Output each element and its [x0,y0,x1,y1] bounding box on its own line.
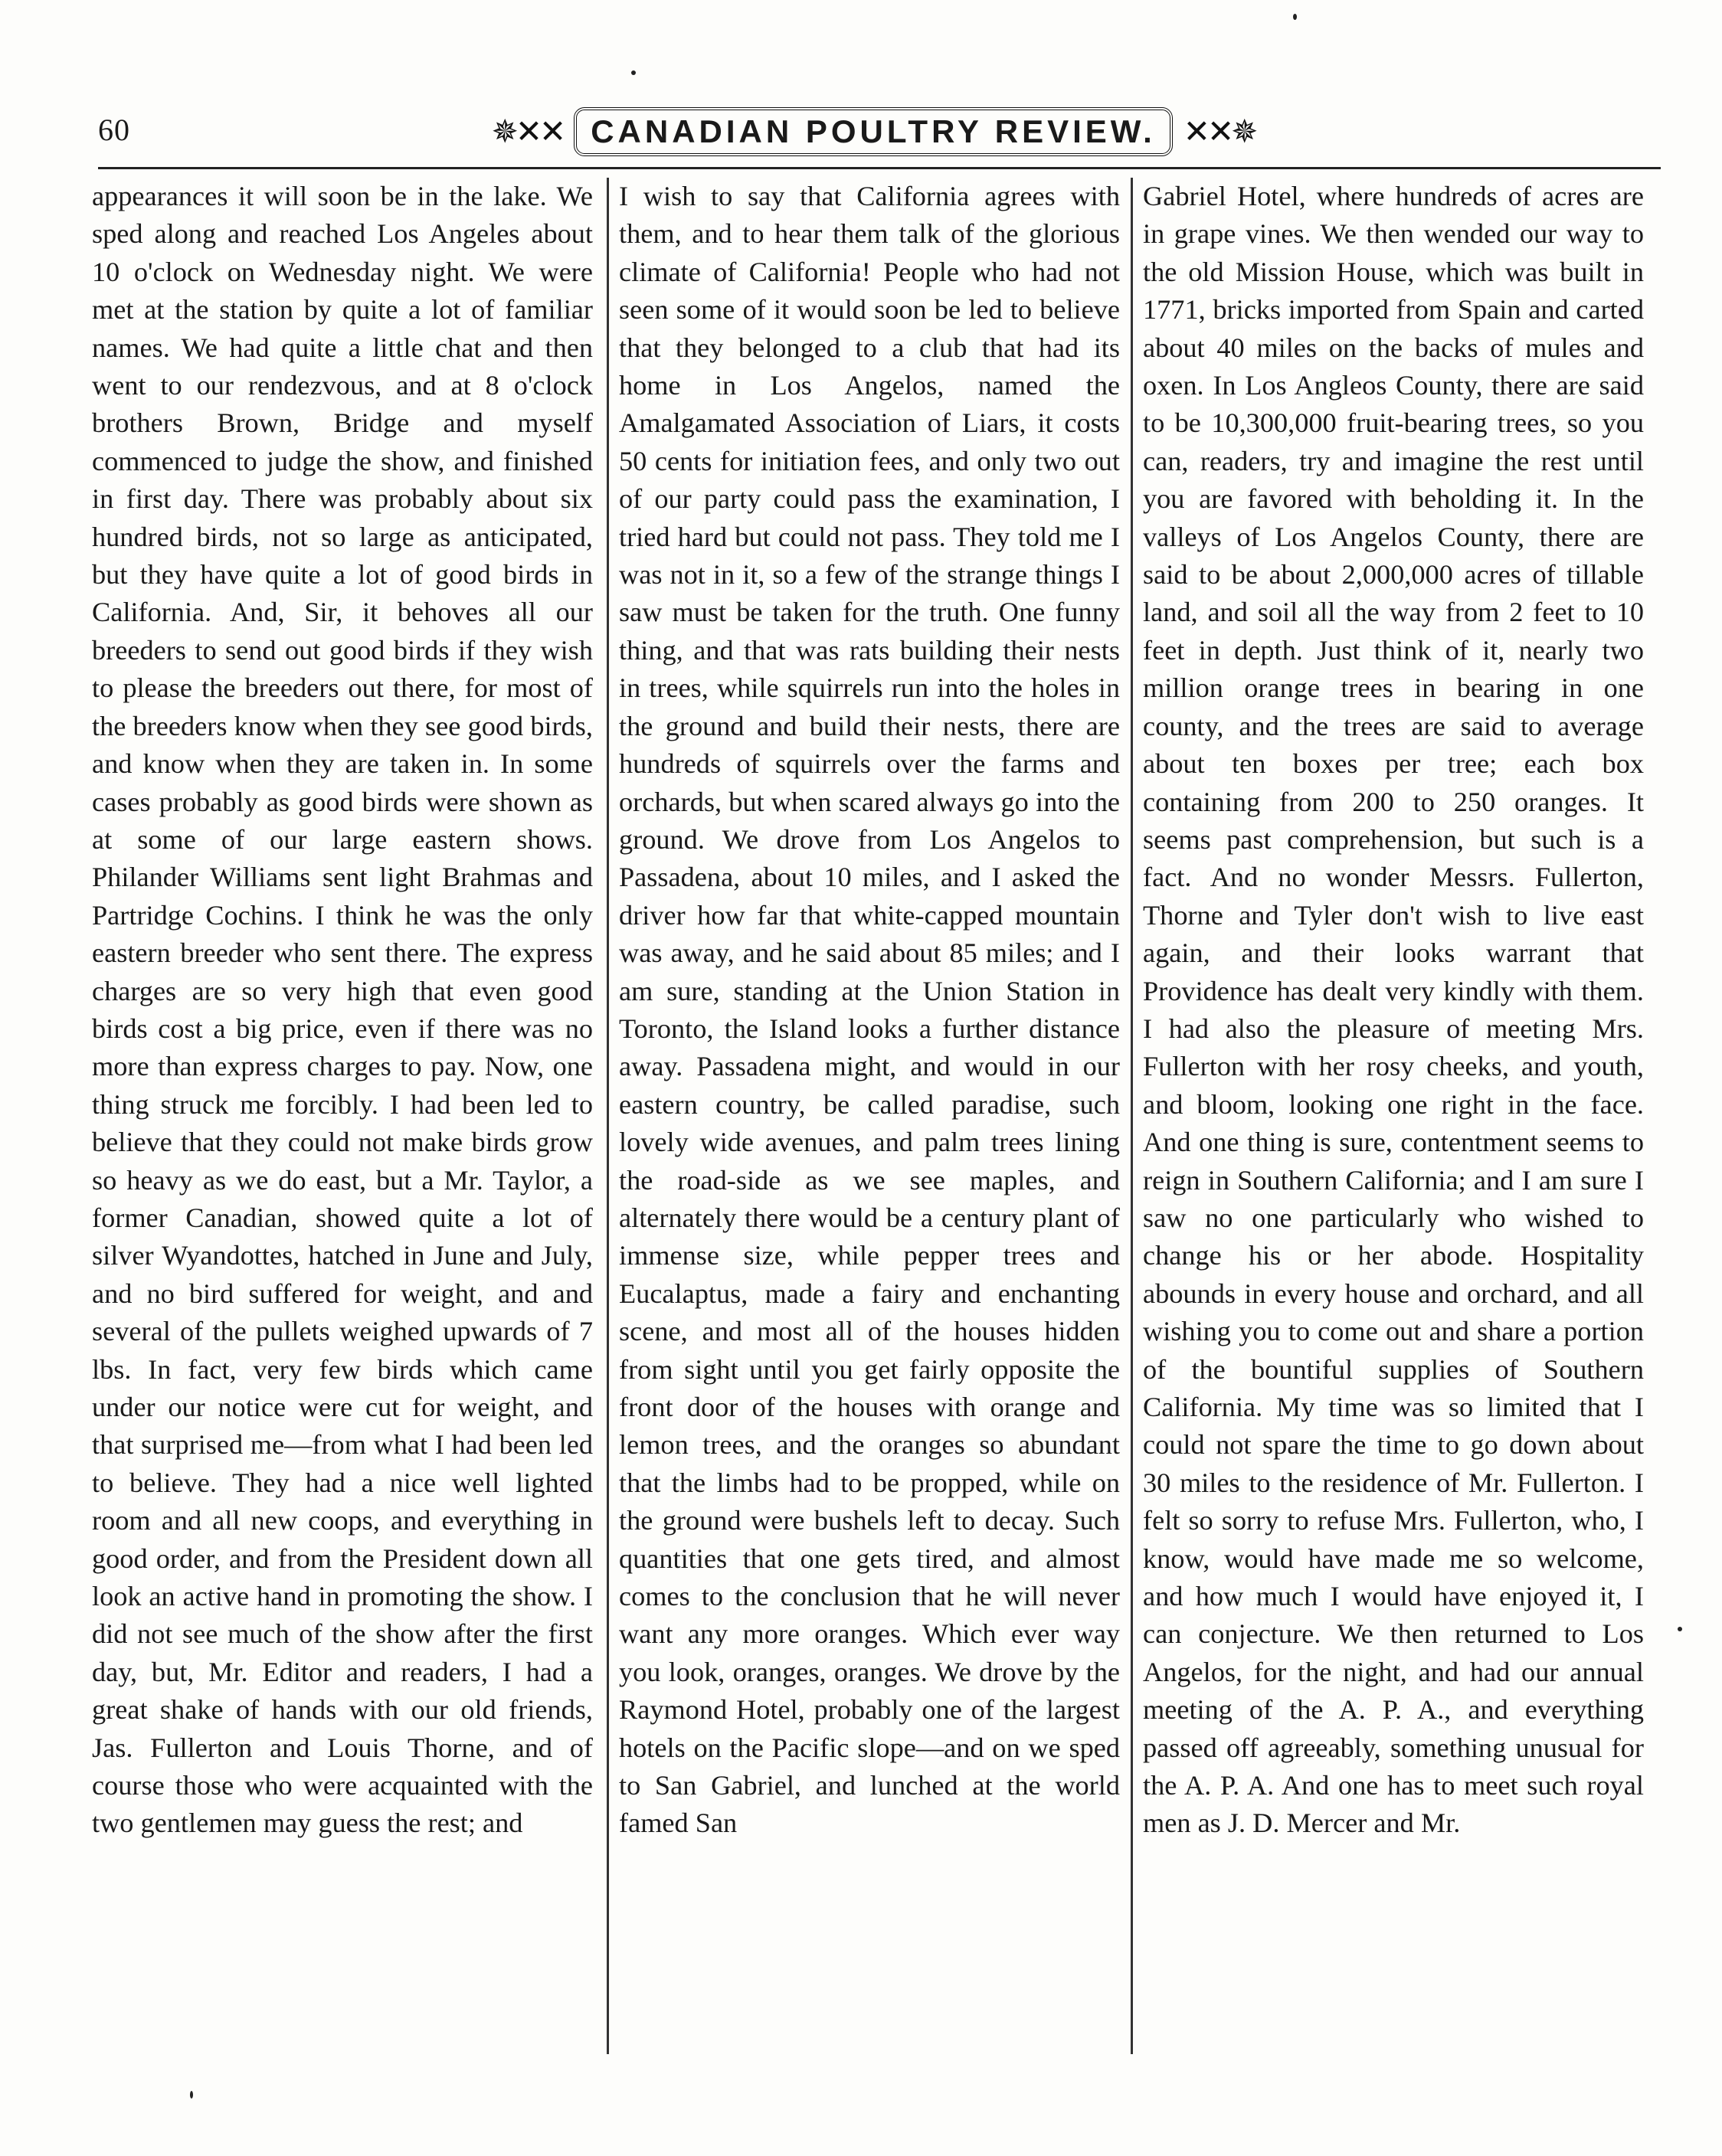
column-divider [607,178,609,2054]
page-number: 60 [98,113,130,147]
text-column-2: I wish to say that California agrees with them, and to hear them talk of the glorious climate of California! People who had not seen some of it would soon be led to believe that they belonged to a club that had its home in Los Angelos, named the Amalgamated Association of Liars, it costs 50 cents for initiation fees, and only two out of our party could pass the examination, I tried hard but could not pass. They told me I was not in it, so a few of the strange things I saw must be taken for the truth. One funny thing, and that was rats building their nests in trees, while squirrels run into the holes in the ground and build their nests, there are hundreds of squirrels over the farms and orchards, but when scared always go into the ground. We drove from Los Angelos to Passadena, about 10 miles, and I asked the driver how far that white-capped mountain was away, and he said about 85 miles; and I am sure, standing at the Union Station in Toronto, the Island looks a further distance away. Passadena might, and would in our eastern country, be called paradise, such lovely wide avenues, and palm trees lining the road-side as we see maples, and alternately there would be a century plant of immense size, while pepper trees and Eucalaptus, made a fairy and enchanting scene, and most all of the houses hidden from sight until you get fairly opposite the front door of the houses with orange and lemon trees, and the oranges so abundant that the limbs had to be propped, while on the ground were bushels left to decay. Such quantities that one gets tired, and almost comes to the conclusion that he will never want any more oranges. Which ever way you look, oranges, oranges. We drove by the Raymond Hotel, probably one of the largest hotels on the Pacific slope—and on we sped to San Gabriel, and lunched at the world famed San [619,181,1120,1839]
text-column-1: appearances it will soon be in the lake. We sped along and reached Los Angeles about 10 o'clock on Wednesday night. We were met at the station by quite a lot of familiar names. We had quite a little chat and then went to our rendezvous, and at 8 o'clock brothers Brown, Bridge and myself commenced to judge the show, and finished in first day. There was probably about six hundred birds, not so large as anticipated, but they have quite a lot of good birds in California. And, Sir, it behoves all our breeders to send out good birds if they wish to please the breeders out there, for most of the breeders know when they see good birds, and know when they are taken in. In some cases probably as good birds were shown as at some of our large eastern shows. Philander Williams sent light Brahmas and Partridge Cochins. I think he was the only eastern breeder who sent there. The express charges are so very high that even good birds cost a big price, even if there was no more than express charges to pay. Now, one thing struck me forcibly. I had been led to believe that they could not make birds grow so heavy as we do east, but a Mr. Taylor, a former Canadian, showed quite a lot of silver Wyandottes, hatched in June and July, and no bird suffered for weight, and and several of the pullets weighed upwards of 7 lbs. In fact, very few birds which came under our notice were cut for weight, and that surprised me—from what I had been led to believe. They had a nice well lighted room and all new coops, and everything in good order, and from the President down all look an active hand in promoting the show. I did not see much of the show after the first day, but, Mr. Editor and readers, I had a great shake of hands with our old friends, Jas. Fullerton and Louis Thorne, and of course those who were acquainted with the two gentlemen may guess the rest; and [92,181,593,1839]
masthead [491,101,1255,162]
column-divider [1131,178,1133,2054]
ornament-right-icon: ✕✕✵ [1183,115,1255,150]
print-speck [1293,14,1297,20]
print-speck [190,2091,193,2099]
print-speck [631,70,636,75]
header-rule [98,167,1661,169]
print-speck [1678,1627,1682,1631]
text-column-3: Gabriel Hotel, where hundreds of acres are in grape vines. We then wended our way to the old Mission House, which was built in 1771, bricks imported from Spain and carted about 40 miles on the backs of mules and oxen. In Los Angleos County, there are said to be 10,300,000 fruit-bearing trees, so you can, readers, try and imagine the rest until you are favored with beholding it. In the valleys of Los Angelos County, there are said to be about 2,000,000 acres of tillable land, and soil all the way from 2 feet to 10 feet in depth. Just think of it, nearly two million orange trees in bearing in one county, and the trees are said to average about ten boxes per tree; each box containing from 200 to 250 oranges. It seems past comprehension, but such is a fact. And no wonder Messrs. Fullerton, Thorne and Tyler don't wish to live east again, and their looks warrant that Providence has dealt very kindly with them. I had also the pleasure of meeting Mrs. Fullerton with her rosy cheeks, and youth, and bloom, looking one right in the face. And one thing is sure, contentment seems to reign in Southern California; and I am sure I saw no one particularly who wished to change his or her abode. Hospitality abounds in every house and orchard, and all wishing you to come out and share a portion of the bountiful supplies of Southern California. My time was so limited that I could not spare the time to go down about 30 miles to the residence of Mr. Fullerton. I felt so sorry to refuse Mrs. Fullerton, who, I know, would have made me so welcome, and how much I would have enjoyed it, I can conjecture. We then returned to Los Angelos, for the night, and had our annual meeting of the A. P. A., and everything passed off agreeably, something unusual for the A. P. A. And one has to meet such royal men as J. D. Mercer and Mr. [1143,181,1644,1839]
publication-title: CANADIAN POULTRY REVIEW. [574,107,1173,156]
ornament-left-icon: ✵✕✕ [491,115,564,150]
